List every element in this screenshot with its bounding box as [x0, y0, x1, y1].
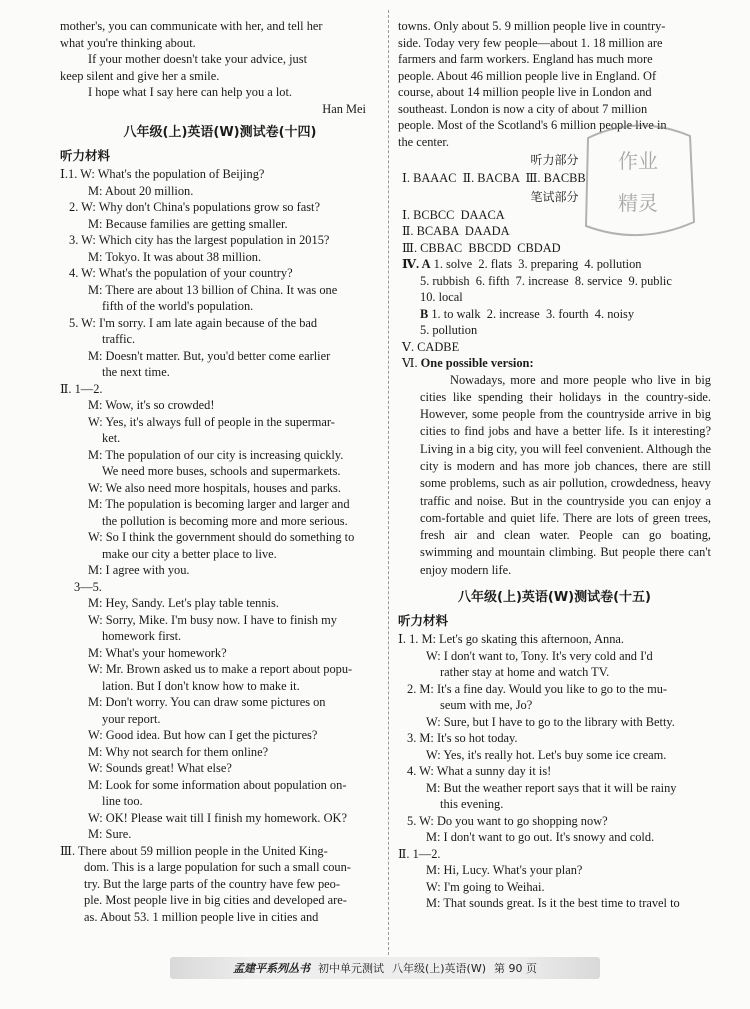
test14-title: 八年级(上)英语(W)测试卷(十四): [123, 125, 317, 140]
transcript-line: W: Good idea. But how can I get the pictures?: [88, 728, 318, 742]
transcript-line: ple. Most people live in big cities and developed are-: [84, 893, 347, 907]
letter-line: mother's, you can communicate with her, and tell her: [60, 19, 323, 33]
section-3-transcript: [60, 843, 380, 926]
transcript-line: side. Today very few people—about 1. 18 million are: [398, 35, 663, 50]
transcript-line: M: The population of our city is increasing quickly.: [88, 447, 344, 462]
answer-line: [398, 355, 711, 372]
section-1-transcript: [398, 631, 711, 846]
section-2-transcript: [60, 381, 380, 843]
transcript-line: W: Sorry, Mike. I'm busy now. I have to finish my: [88, 612, 337, 627]
answer-line: 5. rubbish 6. fifth 7. increase 8. service 9. public: [420, 273, 672, 288]
transcript-line: M: Look for some information about population on-: [88, 777, 347, 792]
transcript-line: course, about 14 million people live in London and: [398, 85, 652, 99]
transcript-line: 3. W: Which city has the largest population in 2015?: [69, 233, 330, 247]
transcript-line: Ⅱ. 1—2.: [60, 381, 103, 396]
transcript-line: W: We also need more hospitals, houses and parks.: [88, 480, 341, 495]
transcript-line: people. Most of the Scotland's 6 million people live in: [398, 118, 667, 132]
letter-signature: Han Mei: [322, 101, 366, 116]
transcript-line: 4. W: What a sunny day it is!: [407, 764, 552, 779]
transcript-line: W: Mr. Brown asked us to make a report about popu-: [88, 662, 353, 676]
transcript-line: M: Sure.: [88, 827, 132, 841]
transcript-line: line too.: [102, 794, 143, 808]
answer-line: Ⅲ. CBBAC BBCDD CBDAD: [402, 240, 561, 255]
seal-text: 作业: [618, 149, 658, 173]
listening-part-heading: 听力部分: [530, 153, 579, 167]
letter-line: keep silent and give her a smile.: [60, 68, 220, 83]
transcript-line: seum with me, Jo?: [440, 698, 533, 713]
sample-essay: [398, 372, 711, 580]
transcript-line: traffic.: [102, 332, 136, 346]
transcript-line: M: I don't want to go out. It's snowy and cold.: [426, 830, 655, 845]
transcript-line: W: Yes, it's always full of people in the supermar-: [88, 414, 335, 429]
transcript-line: fifth of the world's population.: [102, 299, 254, 313]
right-column: [398, 18, 711, 912]
transcript-line: Ⅲ. There about 59 million people in the United King-: [60, 843, 328, 858]
transcript-line: M: Wow, it's so crowded!: [88, 398, 215, 412]
transcript-line: people. About 46 million people live in England. Of: [398, 68, 657, 83]
seal-text: 精灵: [618, 191, 658, 215]
transcript-line: 5. W: I'm sorry. I am late again because of the bad: [69, 315, 318, 330]
letter-line: If your mother doesn't take your advice, just: [88, 52, 308, 66]
page-footer: [170, 957, 600, 979]
answer-line: [398, 256, 711, 273]
section-2-transcript: [398, 846, 711, 912]
transcript-line: 5. W: Do you want to go shopping now?: [407, 813, 608, 828]
transcript-line: M: Tokyo. It was about 38 million.: [88, 249, 262, 264]
transcript-line: We need more buses, schools and supermarkets.: [102, 464, 341, 478]
version-label: One possible version:: [420, 356, 534, 370]
answer-line: Ⅰ. BAAAC Ⅱ. BACBA Ⅲ. BACBB: [402, 171, 586, 185]
answer-line: 10. local: [420, 290, 463, 304]
transcript-line: homework first.: [102, 629, 182, 643]
answer-line: 5. pollution: [420, 323, 478, 337]
transcript-line: lation. But I don't know how to make it.: [102, 678, 300, 693]
transcript-line: dom. This is a large population for such a small coun-: [84, 860, 351, 874]
footer-page-number: 第 90 页: [494, 962, 538, 975]
transcript-line: towns. Only about 5. 9 million people live in country-: [398, 19, 666, 33]
transcript-line: W: I don't want to, Tony. It's very cold and I'd: [426, 648, 653, 663]
transcript-line: M: What's your homework?: [88, 645, 227, 660]
answer-label: Ⅳ. A: [402, 257, 431, 271]
transcript-line: 3—5.: [74, 579, 102, 594]
test15-title: 八年级(上)英语(W)测试卷(十五): [458, 590, 651, 606]
transcript-line: Ⅰ. 1. M: Let's go skating this afternoon, Anna.: [398, 632, 625, 647]
transcript-line: W: Sounds great! What else?: [88, 761, 232, 775]
transcript-line: M: Why not search for them online?: [88, 744, 269, 759]
letter-line: what you're thinking about.: [60, 35, 196, 50]
essay-paragraph: Nowadays, more and more people who live in big cities like spending their holidays in the country-side. However, some people from the countryside arrive in big cities to find jobs and have a better life. Is it interesting? Living in a big city, you will feel convenient. Although the city is modern and has more job chances, there are still some problems, such as air pollution, crowdedness, heavy traffic and noise. But in the countryside you can enjoy a com-fortable and quiet life. There are lots of green trees, fresh air and clean water. People can go boating, swimming and mountain climbing. But people there can't enjoy modern life.: [420, 372, 712, 577]
column-divider: [388, 10, 389, 955]
answer-line: [398, 306, 711, 323]
transcript-line: southeast. London is now a city of about 7 million: [398, 101, 648, 116]
footer-grade: 八年级(上)英语(W): [391, 962, 487, 975]
section-3-continued: [398, 18, 711, 150]
transcript-line: M: Doesn't matter. But, you'd better come earlier: [88, 348, 331, 363]
answer-line: Ⅱ. BCABA DAADA: [402, 224, 510, 238]
transcript-line: 4. W: What's the population of your country?: [69, 266, 293, 280]
transcript-line: 3. M: It's so hot today.: [407, 731, 518, 746]
listening-heading: 听力材料: [398, 613, 449, 629]
transcript-line: your report.: [102, 711, 161, 726]
transcript-line: M: Hi, Lucy. What's your plan?: [426, 863, 583, 878]
transcript-line: as. About 53. 1 million people live in cities and: [84, 909, 319, 924]
transcript-line: M: There are about 13 billion of China. It was one: [88, 282, 338, 297]
transcript-line: Ⅰ.1. W: What's the population of Beijing?: [60, 167, 265, 181]
transcript-line: M: About 20 million.: [88, 183, 194, 198]
transcript-line: W: I'm going to Weihai.: [426, 879, 545, 894]
transcript-line: M: That sounds great. Is it the best time to travel to: [426, 896, 680, 911]
transcript-line: W: OK! Please wait till I finish my homework. OK?: [88, 810, 348, 825]
transcript-line: 2. M: It's a fine day. Would you like to go to the mu-: [407, 681, 668, 696]
transcript-line: M: I agree with you.: [88, 563, 190, 577]
transcript-line: this evening.: [440, 797, 504, 812]
transcript-line: M: The population is becoming larger and larger and: [88, 497, 350, 511]
transcript-line: try. But the large parts of the country have few peo-: [84, 876, 340, 891]
answer-text: 1. to walk 2. increase 3. fourth 4. noisy: [428, 306, 635, 321]
transcript-line: Ⅱ. 1—2.: [398, 846, 441, 861]
listening-heading: 听力材料: [60, 148, 111, 163]
transcript-line: 2. W: Why don't China's populations grow so fast?: [69, 200, 320, 214]
answer-line: Ⅴ. CADBE: [402, 339, 460, 354]
letter-line: I hope what I say here can help you a lot.: [88, 85, 293, 99]
answer-text: 1. solve 2. flats 3. preparing 4. pollution: [430, 257, 642, 271]
transcript-line: M: But the weather report says that it will be rainy: [426, 780, 677, 795]
transcript-line: the pollution is becoming more and more serious.: [102, 513, 348, 528]
written-part-heading: 笔试部分: [530, 189, 579, 204]
transcript-line: farmers and farm workers. England has much more: [398, 52, 653, 66]
transcript-line: W: So I think the government should do something to: [88, 530, 355, 544]
answer-label: B: [420, 306, 429, 321]
answer-label: Ⅵ.: [402, 356, 418, 370]
transcript-line: ket.: [102, 431, 121, 445]
section-1-transcript: [60, 166, 380, 381]
transcript-line: M: Because families are getting smaller.: [88, 216, 288, 231]
transcript-line: W: Yes, it's really hot. Let's buy some ice cream.: [426, 747, 667, 762]
transcript-line: W: Sure, but I have to go to the library with Betty.: [426, 714, 675, 729]
left-column: [60, 18, 380, 925]
footer-book: 初中单元测试: [317, 962, 384, 975]
answer-line: Ⅰ. BCBCC DAACA: [402, 207, 505, 222]
footer-series: 孟建平系列丛书: [232, 962, 310, 975]
transcript-line: the center.: [398, 134, 449, 149]
transcript-line: the next time.: [102, 365, 170, 379]
transcript-line: M: Hey, Sandy. Let's play table tennis.: [88, 596, 279, 610]
transcript-line: rather stay at home and watch TV.: [440, 665, 610, 680]
transcript-line: make our city a better place to live.: [102, 546, 277, 561]
transcript-line: M: Don't worry. You can draw some pictures on: [88, 695, 326, 709]
